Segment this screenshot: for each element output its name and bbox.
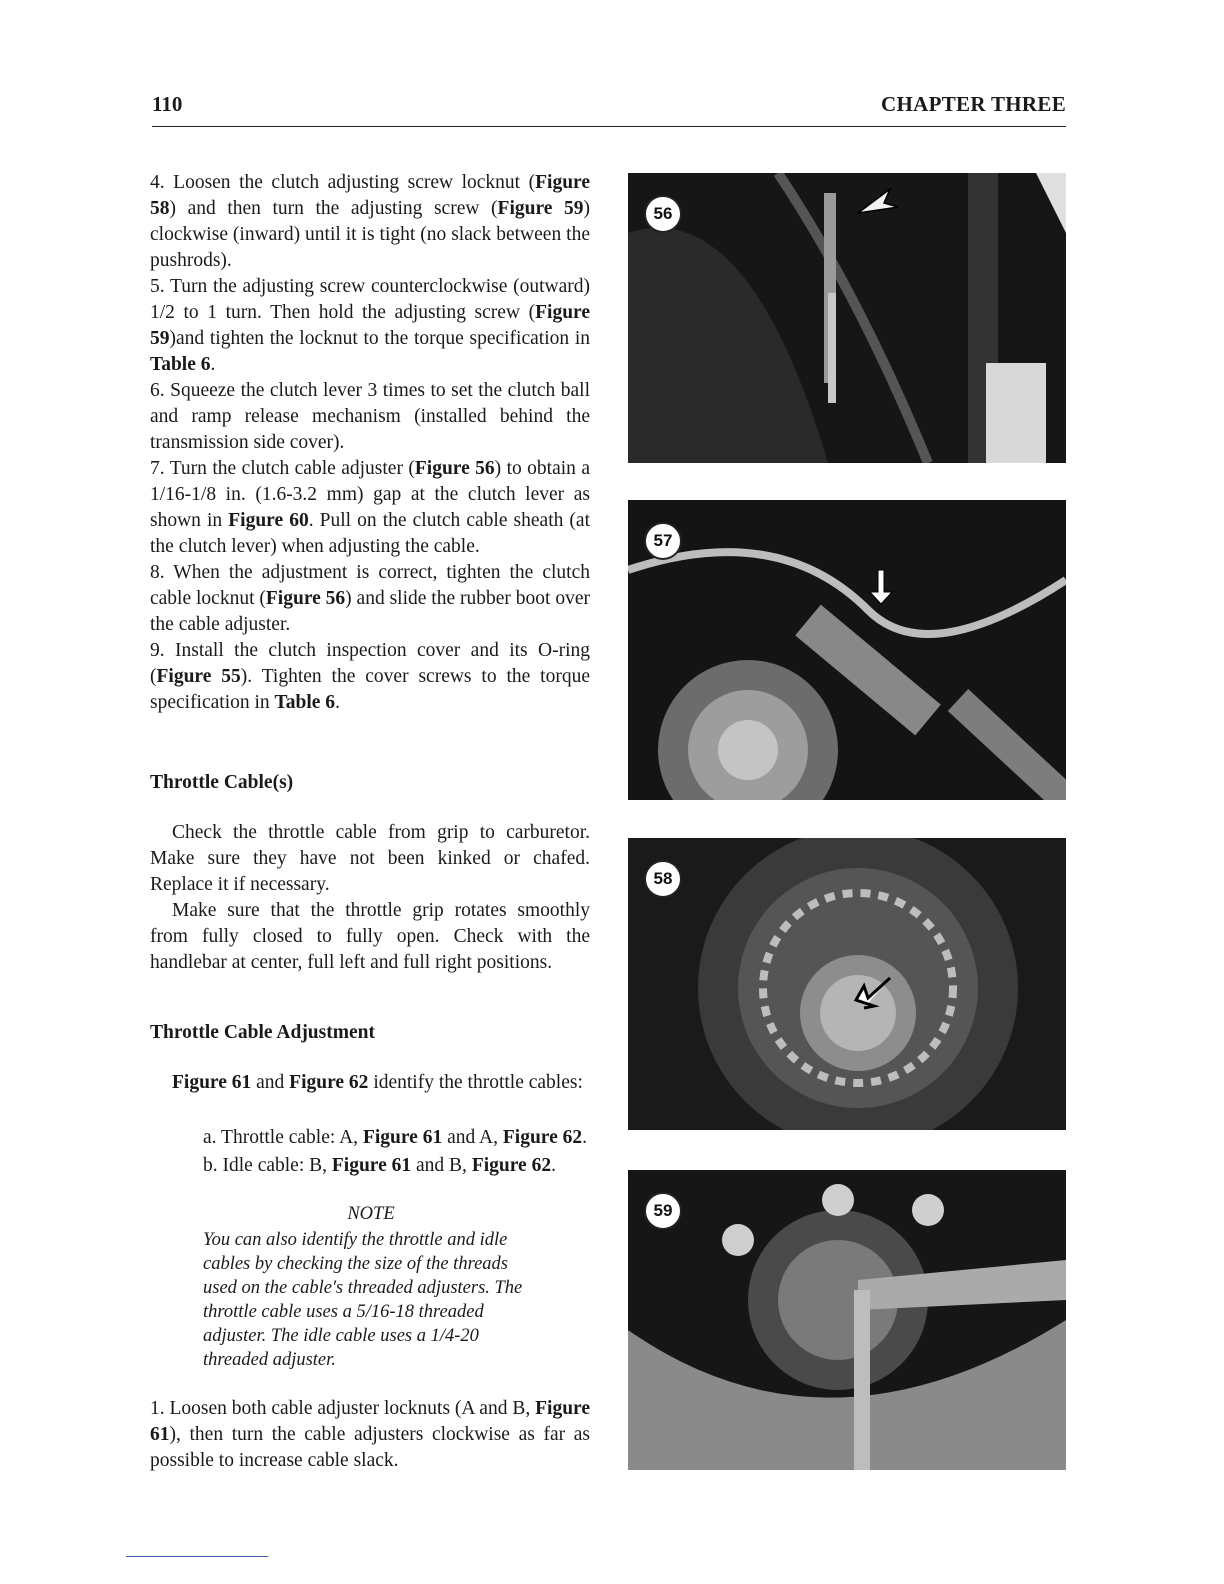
figure-58-photo xyxy=(628,838,1066,1130)
throttle-paragraph-2: Make sure that the throttle grip rotates smoothly from fully closed to fully open. Check with the handlebar at center, full left and full right positions. xyxy=(150,900,590,973)
figure-57-image xyxy=(628,500,1066,800)
figure-59-photo xyxy=(628,1170,1066,1470)
figure-56-image xyxy=(628,173,1066,463)
throttle-paragraph-1: Check the throttle cable from grip to carburetor. Make sure they have not been kinked or chafed. Replace it if necessary. xyxy=(150,822,590,895)
throttle-adjustment-heading: Throttle Cable Adjustment xyxy=(150,1022,375,1043)
cable-item-b: b. Idle cable: B, Figure 61 and B, Figure 62. xyxy=(203,1155,556,1176)
figure-56-label: 56 xyxy=(644,195,682,233)
step-8: 8. When the adjustment is correct, tighten the clutch cable locknut (Figure 56) and slide the rubber boot over the cable adjuster. xyxy=(150,562,590,635)
note-title: NOTE xyxy=(347,1204,395,1224)
figure-57-photo xyxy=(628,500,1066,800)
throttle-cables-heading: Throttle Cable(s) xyxy=(150,772,294,793)
adjustment-step-1: 1. Loosen both cable adjuster locknuts (A and B, Figure 61), then turn the cable adjusters clockwise as far as possible to increase cable slack. xyxy=(150,1398,590,1471)
figure-59-image xyxy=(628,1170,1066,1470)
clutch-steps xyxy=(150,170,590,716)
note-text: You can also identify the throttle and idle cables by checking the size of the threads used on the cable's threaded adjusters. The throttle cable uses a 5/16-18 threaded adjuster. The idle cable uses a 1/4-20 threaded adjuster. xyxy=(203,1230,523,1370)
adjustment-intro: Figure 61 and Figure 62 identify the throttle cables: xyxy=(172,1072,583,1093)
step-7: 7. Turn the clutch cable adjuster (Figure 56) to obtain a 1/16-1/8 in. (1.6-3.2 mm) gap at the clutch lever as shown in Figure 60. Pull on the clutch cable sheath (at the clutch lever) when adjusting the cable. xyxy=(150,458,590,557)
figure-56-photo xyxy=(628,173,1066,463)
footnote-rule xyxy=(126,1556,268,1557)
cable-item-a: a. Throttle cable: A, Figure 61 and A, Figure 62. xyxy=(203,1127,588,1148)
step-5: 5. Turn the adjusting screw counterclockwise (outward) 1/2 to 1 turn. Then hold the adjusting screw (Figure 59)and tighten the locknut to the torque specification in Table 6. xyxy=(150,276,591,375)
step-9: 9. Install the clutch inspection cover and its O-ring (Figure 55). Tighten the cover screws to the torque specification in Table 6. xyxy=(150,640,591,713)
throttle-cables-body xyxy=(150,820,590,976)
figure-59-label: 59 xyxy=(644,1192,682,1230)
figure-57-label: 57 xyxy=(644,522,682,560)
note-block xyxy=(203,1202,539,1372)
cable-list xyxy=(203,1124,603,1180)
page-number: 110 xyxy=(152,92,183,116)
figure-58-label: 58 xyxy=(644,860,682,898)
step-6: 6. Squeeze the clutch lever 3 times to set the clutch ball and ramp release mechanism (installed behind the transmission side cover). xyxy=(150,380,590,453)
figure-58-image xyxy=(628,838,1066,1130)
step-4: 4. Loosen the clutch adjusting screw locknut (Figure 58) and then turn the adjusting screw (Figure 59) clockwise (inward) until it is tight (no slack between the pushrods). xyxy=(150,172,590,271)
page-header xyxy=(152,92,1066,127)
chapter-title: CHAPTER THREE xyxy=(881,92,1066,116)
